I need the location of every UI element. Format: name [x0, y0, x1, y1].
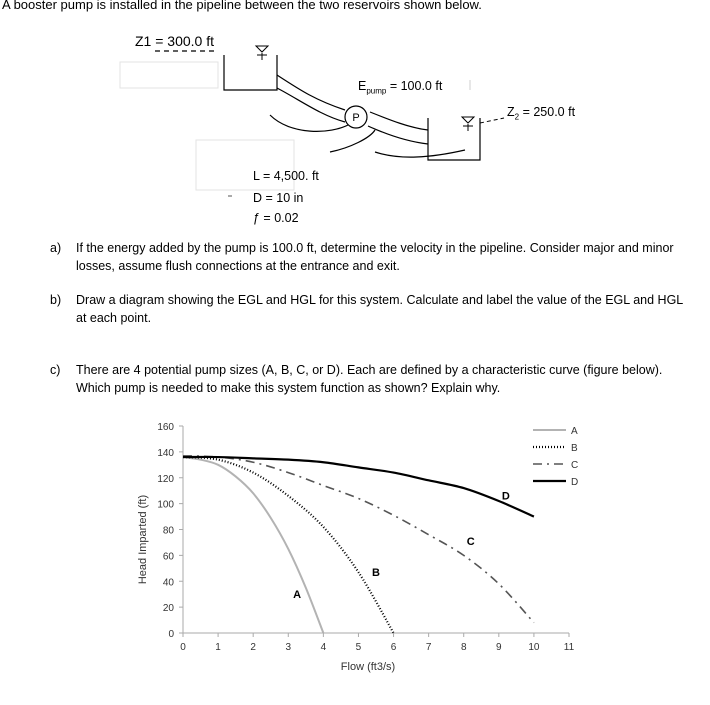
legend-label-b: B [571, 443, 578, 454]
legend-label-c: C [571, 460, 579, 471]
question-text: There are 4 potential pump sizes (A, B, C, or D). Each are defined by a characteristic curve (figure below). Which pump is needed to make this system function as shown? Explain why. [76, 363, 663, 395]
question-text: Draw a diagram showing the EGL and HGL for this system. Calculate and label the value of the EGL and HGL at each point. [76, 293, 683, 325]
x-tick-label: 9 [496, 642, 502, 653]
x-tick-label: 1 [215, 642, 221, 653]
z2-label [507, 105, 575, 122]
series-line-d [183, 457, 534, 517]
y-tick-label: 60 [162, 551, 174, 563]
pipe-upper-edge [370, 112, 428, 130]
y-tick-label: 160 [157, 422, 174, 433]
question-b [50, 291, 690, 331]
series-annotation-b: B [372, 567, 380, 580]
pump-symbol-label: P [352, 112, 360, 124]
series-annotation-c: C [466, 536, 475, 549]
pipe-sketch-curve [330, 130, 375, 152]
pipe-sketch-curve [270, 115, 350, 131]
upper-reservoir [224, 55, 277, 90]
z1-label: Z1 = 300.0 ft [135, 33, 214, 49]
x-tick-label: 2 [250, 642, 256, 653]
y-tick-label: 80 [162, 525, 174, 537]
y-tick-label: 140 [157, 447, 174, 459]
x-axis-label: Flow (ft3/s) [340, 661, 396, 673]
z2-prefix: Z [507, 105, 515, 119]
z2-datum-line [480, 118, 504, 123]
question-letter: c) [50, 363, 61, 377]
x-tick-label: 7 [425, 642, 432, 653]
question-c [50, 361, 690, 401]
pump-curve-chart [0, 410, 710, 700]
series-line-c [183, 456, 534, 623]
epump-subscript: pump [366, 86, 387, 96]
x-tick-label: 0 [180, 642, 186, 653]
series-annotation-d: D [501, 490, 510, 503]
series-annotation-a: A [293, 589, 302, 602]
x-tick-label: 11 [563, 642, 575, 653]
question-letter: b) [50, 293, 62, 307]
scan-box-artifact [120, 62, 218, 88]
pipe-sketch-curve [375, 150, 465, 157]
z2-suffix: = 250.0 ft [519, 105, 576, 119]
y-axis-label: Head Imparted (ft) [137, 494, 149, 585]
series-line-b [183, 457, 394, 633]
epump-prefix: E [358, 79, 367, 93]
pipe-lower-edge [277, 88, 345, 122]
question-text: If the energy added by the pump is 100.0 ft, determine the velocity in the pipeline. Consider major and minor losses, assume flush connections at the entrance and exit. [76, 241, 674, 273]
question-letter: a) [50, 241, 62, 255]
length-label: L = 4,500. ft [253, 169, 319, 183]
x-tick-label: 6 [390, 642, 397, 653]
epump-suffix: = 100.0 ft [386, 79, 443, 93]
diameter-label: D = 10 in [253, 191, 304, 205]
legend-label-d: D [571, 477, 579, 488]
x-tick-label: 3 [285, 642, 292, 653]
water-surface-marker-icon [462, 117, 474, 123]
friction-factor-label: ƒ = 0.02 [253, 211, 299, 225]
lower-reservoir [428, 118, 480, 160]
water-surface-marker-icon [256, 46, 268, 52]
reservoir-sketch [0, 0, 710, 240]
pipe-upper-edge [277, 75, 345, 110]
x-tick-label: 4 [320, 642, 327, 653]
question-a [50, 239, 690, 279]
z2-subscript: 2 [514, 112, 520, 122]
x-tick-label: 10 [528, 642, 540, 653]
x-tick-label: 5 [355, 642, 362, 653]
series-line-a [183, 457, 323, 633]
x-tick-label: 8 [460, 642, 467, 653]
y-tick-label: 40 [162, 577, 174, 589]
y-tick-label: 20 [162, 603, 174, 615]
y-tick-label: 100 [157, 499, 174, 511]
epump-label [358, 79, 442, 96]
intro-text: A booster pump is installed in the pipeline between the two reservoirs shown below. [2, 0, 482, 12]
legend-label-a: A [571, 426, 578, 437]
y-tick-label: 0 [168, 629, 174, 640]
y-tick-label: 120 [157, 473, 174, 485]
